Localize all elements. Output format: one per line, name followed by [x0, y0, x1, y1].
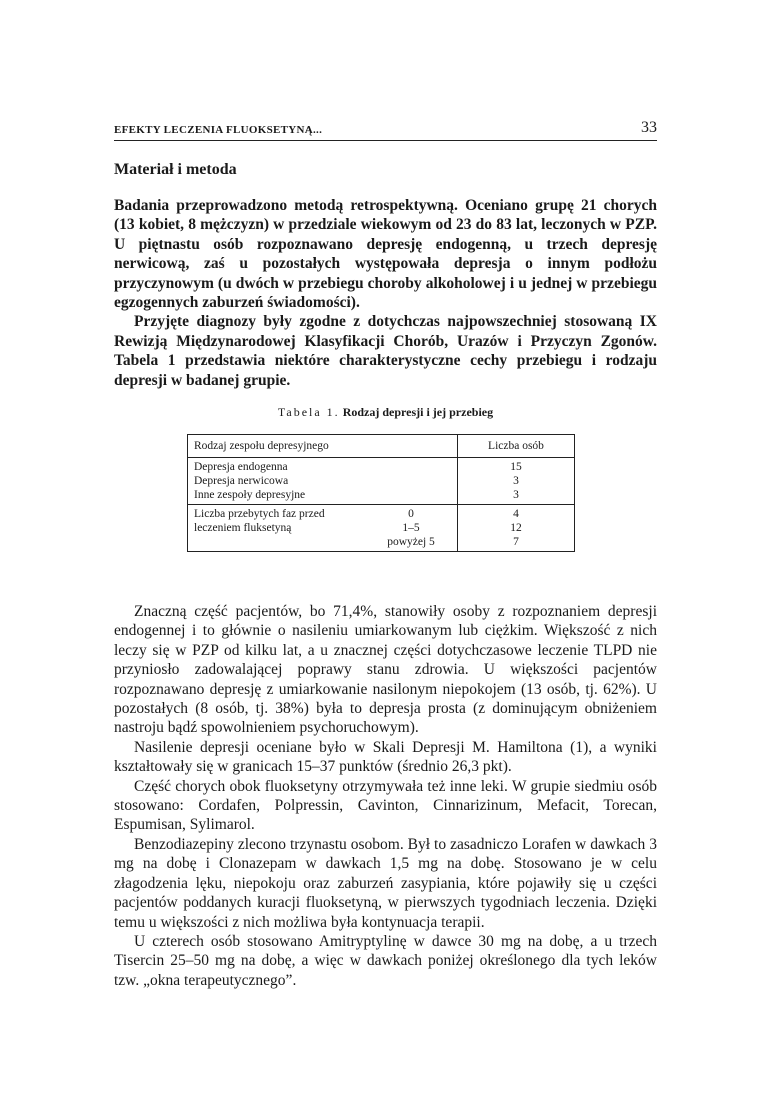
running-header [114, 118, 657, 141]
section-title: Materiał i metoda [114, 161, 237, 178]
table-group2-labels [188, 505, 458, 552]
body-paragraph-5: U czterech osób stosowano Amitryptylinę w dawce 30 mg na dobę, a u trzech Tisercin 25–50 mg na dobę, a więc w dawkach poniżej określonego dla tych leków tzw. „okna terapeutycznego”. [114, 932, 657, 989]
intro-paragraph-1: Badania przeprowadzono metodą retrospektywną. Oceniano grupę 21 chorych (13 kobiet, 8 mężczyzn) w przedziale wiekowym od 23 do 83 lat, leczonych w PZP. U piętnastu osób rozpoznawano depresję endogenną, u trzech depresję nerwicową, zaś u pozostałych występowała depresja o innym podłożu przyczynowym (u dwóch w przebiegu choroby alkoholowej i u jednej w przebiegu egzogennych zaburzeń świadomości). [114, 197, 657, 312]
body-paragraph-1: Znaczną część pacjentów, bo 71,4%, stanowiły osoby z rozpoznaniem depresji endogennej i to głównie o nasileniu umiarkowanym lub ciężkim. Większość z nich leczy się w PZP od kilku lat, a u znacznej części dotychczasowe leczenie TLPD nie przyniosło zadowalającej poprawy stanu zdrowia. U większości pacjentów rozpoznawano depresję z umiarkowanie nasilonym niepokojem (13 osób, tj. 62%). U pozostałych (8 osób, tj. 38%) była to depresja prosta (z dominującym obniżeniem nastroju bądź spowolnieniem psychoruchowym). [114, 603, 657, 737]
table-cell: leczeniem fluksetyną [194, 522, 292, 534]
body-text [114, 602, 657, 990]
table-cell: 0 [408, 508, 414, 520]
table-cell: powyżej 5 [387, 536, 435, 548]
table-group1-labels [188, 458, 458, 505]
table-group1-counts [458, 458, 575, 505]
body-paragraph-3: Część chorych obok fluoksetyny otrzymywała też inne leki. W grupie siedmiu osób stosowano: Cordafen, Polpressin, Cavinton, Cinnarizinum, Mefacit, Torecan, Espumisan, Sylimarol. [114, 777, 657, 834]
table-caption-text: Rodzaj depresji i jej przebieg [342, 405, 494, 419]
table-cell: 15 [510, 461, 522, 473]
table-caption [114, 405, 657, 420]
page-number: 33 [641, 119, 657, 136]
table-cell: Depresja nerwicowa [194, 475, 289, 487]
table-col2-header: Liczba osób [458, 435, 575, 458]
intro-paragraph-2: Przyjęte diagnozy były zgodne z dotychczas najpowszechniej stosowaną IX Rewizją Międzynarodowej Klasyfikacji Chorób, Urazów i Przyczyn Zgonów. Tabela 1 przedstawia niektóre charakterystyczne cechy przebiegu i rodzaju depresji w badanej grupie. [114, 313, 657, 389]
table-caption-label: Tabela 1. [277, 405, 340, 419]
body-paragraph-4: Benzodiazepiny zlecono trzynastu osobom. Był to zasadniczo Lorafen w dawkach 3 mg na dobę i Clonazepam w dawkach 1,5 mg na dobę. Stosowano je w celu złagodzenia lęku, niepokoju oraz zaburzeń zasypiania, które pojawiły się u części pacjentów poddanych kuracji fluoksetyną, w pierwszych tygodniach leczenia. Dzięki temu u większości z nich możliwa była kontynuacja terapii. [114, 835, 657, 931]
table-group2-counts [458, 505, 575, 552]
depression-table [187, 434, 575, 552]
table-cell: 4 [513, 508, 519, 520]
table-row [188, 458, 575, 505]
running-title: EFEKTY LECZENIA FLUOKSETYNĄ... [114, 124, 323, 136]
table-row [188, 505, 575, 552]
table-cell: Depresja endogenna [194, 461, 288, 473]
table-header-row [188, 435, 575, 458]
table-cell: 3 [513, 475, 519, 487]
intro-text [114, 196, 657, 390]
table-cell: Liczba przebytych faz przed [194, 508, 325, 520]
table-cell: 12 [510, 522, 522, 534]
table-cell: 1–5 [402, 522, 420, 534]
table-cell: 7 [513, 536, 519, 548]
table-col1-header: Rodzaj zespołu depresyjnego [188, 435, 458, 458]
table-cell: 3 [513, 489, 519, 501]
body-paragraph-2: Nasilenie depresji oceniane było w Skali Depresji M. Hamiltona (1), a wyniki kształtowały się w granicach 15–37 punktów (średnio 26,3 pkt). [114, 738, 657, 776]
table-cell: Inne zespoły depresyjne [194, 489, 306, 501]
